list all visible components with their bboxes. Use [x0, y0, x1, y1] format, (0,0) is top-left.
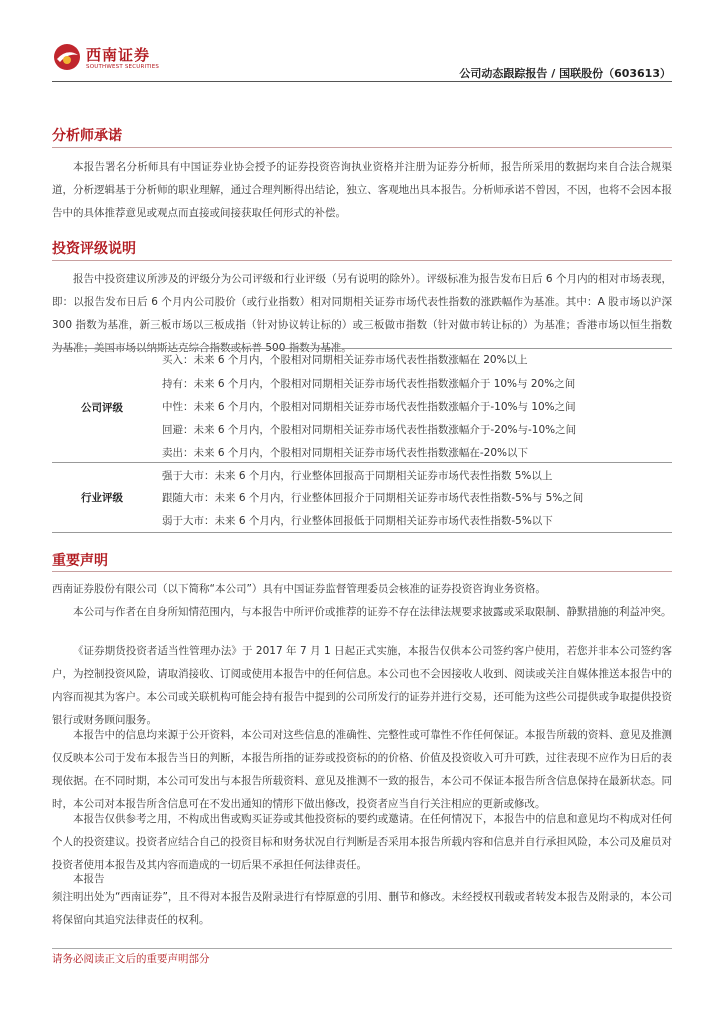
disclaimer-paragraph-label: 本报告: [73, 873, 105, 885]
important-disclaimer-title: 重要声明: [52, 553, 108, 569]
footer-divider: [52, 948, 672, 949]
report-type-header: 公司动态跟踪报告 / 国联股份（603613）: [459, 67, 671, 80]
header-divider: [52, 81, 672, 82]
company-rating-row: 买入：未来 6 个月内，个股相对同期相关证券市场代表性指数涨幅在 20%以上: [162, 354, 528, 366]
section-divider: [52, 571, 672, 572]
analyst-commitment-title: 分析师承诺: [52, 128, 122, 144]
analyst-commitment-body: 本报告署名分析师具有中国证券业协会授予的证券投资咨询执业资格并注册为证券分析师，报告所采用的数据均来自合法合规渠道，分析逻辑基于分析师的职业理解，通过合理判断得出结论，独立、客观地出具本报告。分析师承诺不曾因，不因，也将不会因本报告中的具体推荐意见或观点而直接或间接获取任何形式的补偿。: [52, 161, 672, 219]
company-rating-row: 卖出：未来 6 个月内，个股相对同期相关证券市场代表性指数涨幅在-20%以下: [162, 447, 528, 459]
section-divider: [52, 260, 672, 261]
company-rating-row: 中性：未来 6 个月内，个股相对同期相关证券市场代表性指数涨幅介于-10%与 10%之间: [162, 401, 576, 413]
disclaimer-paragraph: 西南证券股份有限公司（以下简称“本公司”）具有中国证券监督管理委员会核准的证券投资咨询业务资格。: [52, 583, 546, 595]
company-rating-label: 公司评级: [81, 402, 123, 414]
industry-rating-row: 强于大市：未来 6 个月内，行业整体回报高于同期相关证券市场代表性指数 5%以上: [162, 470, 553, 482]
industry-rating-label: 行业评级: [81, 492, 123, 504]
southwest-securities-logo: [52, 42, 160, 76]
disclaimer-paragraph: 《证券期货投资者适当性管理办法》于 2017 年 7 月 1 日起正式实施，本报告仅供本公司签约客户使用，若您并非本公司签约客户，为控制投资风险，请取消接收、订阅或使用本报告中的任何信息。本公司也不会因接收人收到、阅读或关注自媒体推送本报告中的内容而视其为客户。本公司或关联机构可能会持有报告中提到的公司所发行的证券并进行交易，还可能为这些公司提供或争取提供投资银行或财务顾问服务。: [52, 645, 672, 726]
rating-table-top-rule: [52, 348, 672, 349]
logo-text-en: SOUTHWEST SECURITIES: [86, 64, 160, 70]
rating-intro: 报告中投资建议所涉及的评级分为公司评级和行业评级（另有说明的除外）。评级标准为报告发布日后 6 个月内的相对市场表现，即：以报告发布日后 6 个月内公司股价（或行业指数）相对同期相关证券市场代表性指数的涨跌幅作为基准。其中：A 股市场以沪深 300 指数为基准，新三板市场以三板成指（针对协议转让标的）或三板做市指数（针对做市转让标的）为基准；香港市场以恒生指数为基准；美国市场以纳斯达克综合指数或标普 500 指数为基准。: [52, 273, 672, 354]
rating-table-mid-rule: [52, 462, 672, 463]
footer-note: 请务必阅读正文后的重要声明部分: [52, 953, 210, 965]
industry-rating-row: 弱于大市：未来 6 个月内，行业整体回报低于同期相关证券市场代表性指数-5%以下: [162, 515, 553, 527]
company-rating-row: 回避：未来 6 个月内，个股相对同期相关证券市场代表性指数涨幅介于-20%与-10%之间: [162, 424, 577, 436]
disclaimer-paragraph: 须注明出处为“西南证券”，且不得对本报告及附录进行有悖原意的引用、删节和修改。未经授权刊载或者转发本报告及附录的，本公司将保留向其追究法律责任的权利。: [52, 891, 672, 926]
industry-rating-row: 跟随大市：未来 6 个月内，行业整体回报介于同期相关证券市场代表性指数-5%与 5%之间: [162, 492, 584, 504]
section-divider: [52, 147, 672, 148]
company-rating-row: 持有：未来 6 个月内，个股相对同期相关证券市场代表性指数涨幅介于 10%与 20%之间: [162, 378, 576, 390]
disclaimer-paragraph: 本公司与作者在自身所知情范围内，与本报告中所评价或推荐的证券不存在法律法规要求披露或采取限制、静默措施的利益冲突。: [73, 606, 672, 618]
rating-table-bottom-rule: [52, 532, 672, 533]
logo-mark-icon: [52, 42, 82, 72]
logo-text-cn: 西南证券: [86, 46, 151, 64]
investment-rating-title: 投资评级说明: [52, 241, 136, 257]
disclaimer-paragraph: 本报告中的信息均来源于公开资料，本公司对这些信息的准确性、完整性或可靠性不作任何保证。本报告所载的资料、意见及推测仅反映本公司于发布本报告当日的判断，本报告所指的证券或投资标的的价格、价值及投资收入可升可跌，过往表现不应作为日后的表现依据。在不同时期，本公司可发出与本报告所载资料、意见及推测不一致的报告，本公司不保证本报告所含信息保持在最新状态。同时，本公司对本报告所含信息可在不发出通知的情形下做出修改，投资者应当自行关注相应的更新或修改。: [52, 729, 672, 810]
disclaimer-paragraph: 本报告仅供参考之用，不构成出售或购买证券或其他投资标的要约或邀请。在任何情况下，本报告中的信息和意见均不构成对任何个人的投资建议。投资者应结合自己的投资目标和财务状况自行判断是否采用本报告所载内容和信息并自行承担风险，本公司及雇员对投资者使用本报告及其内容而造成的一切后果不承担任何法律责任。: [52, 813, 672, 871]
